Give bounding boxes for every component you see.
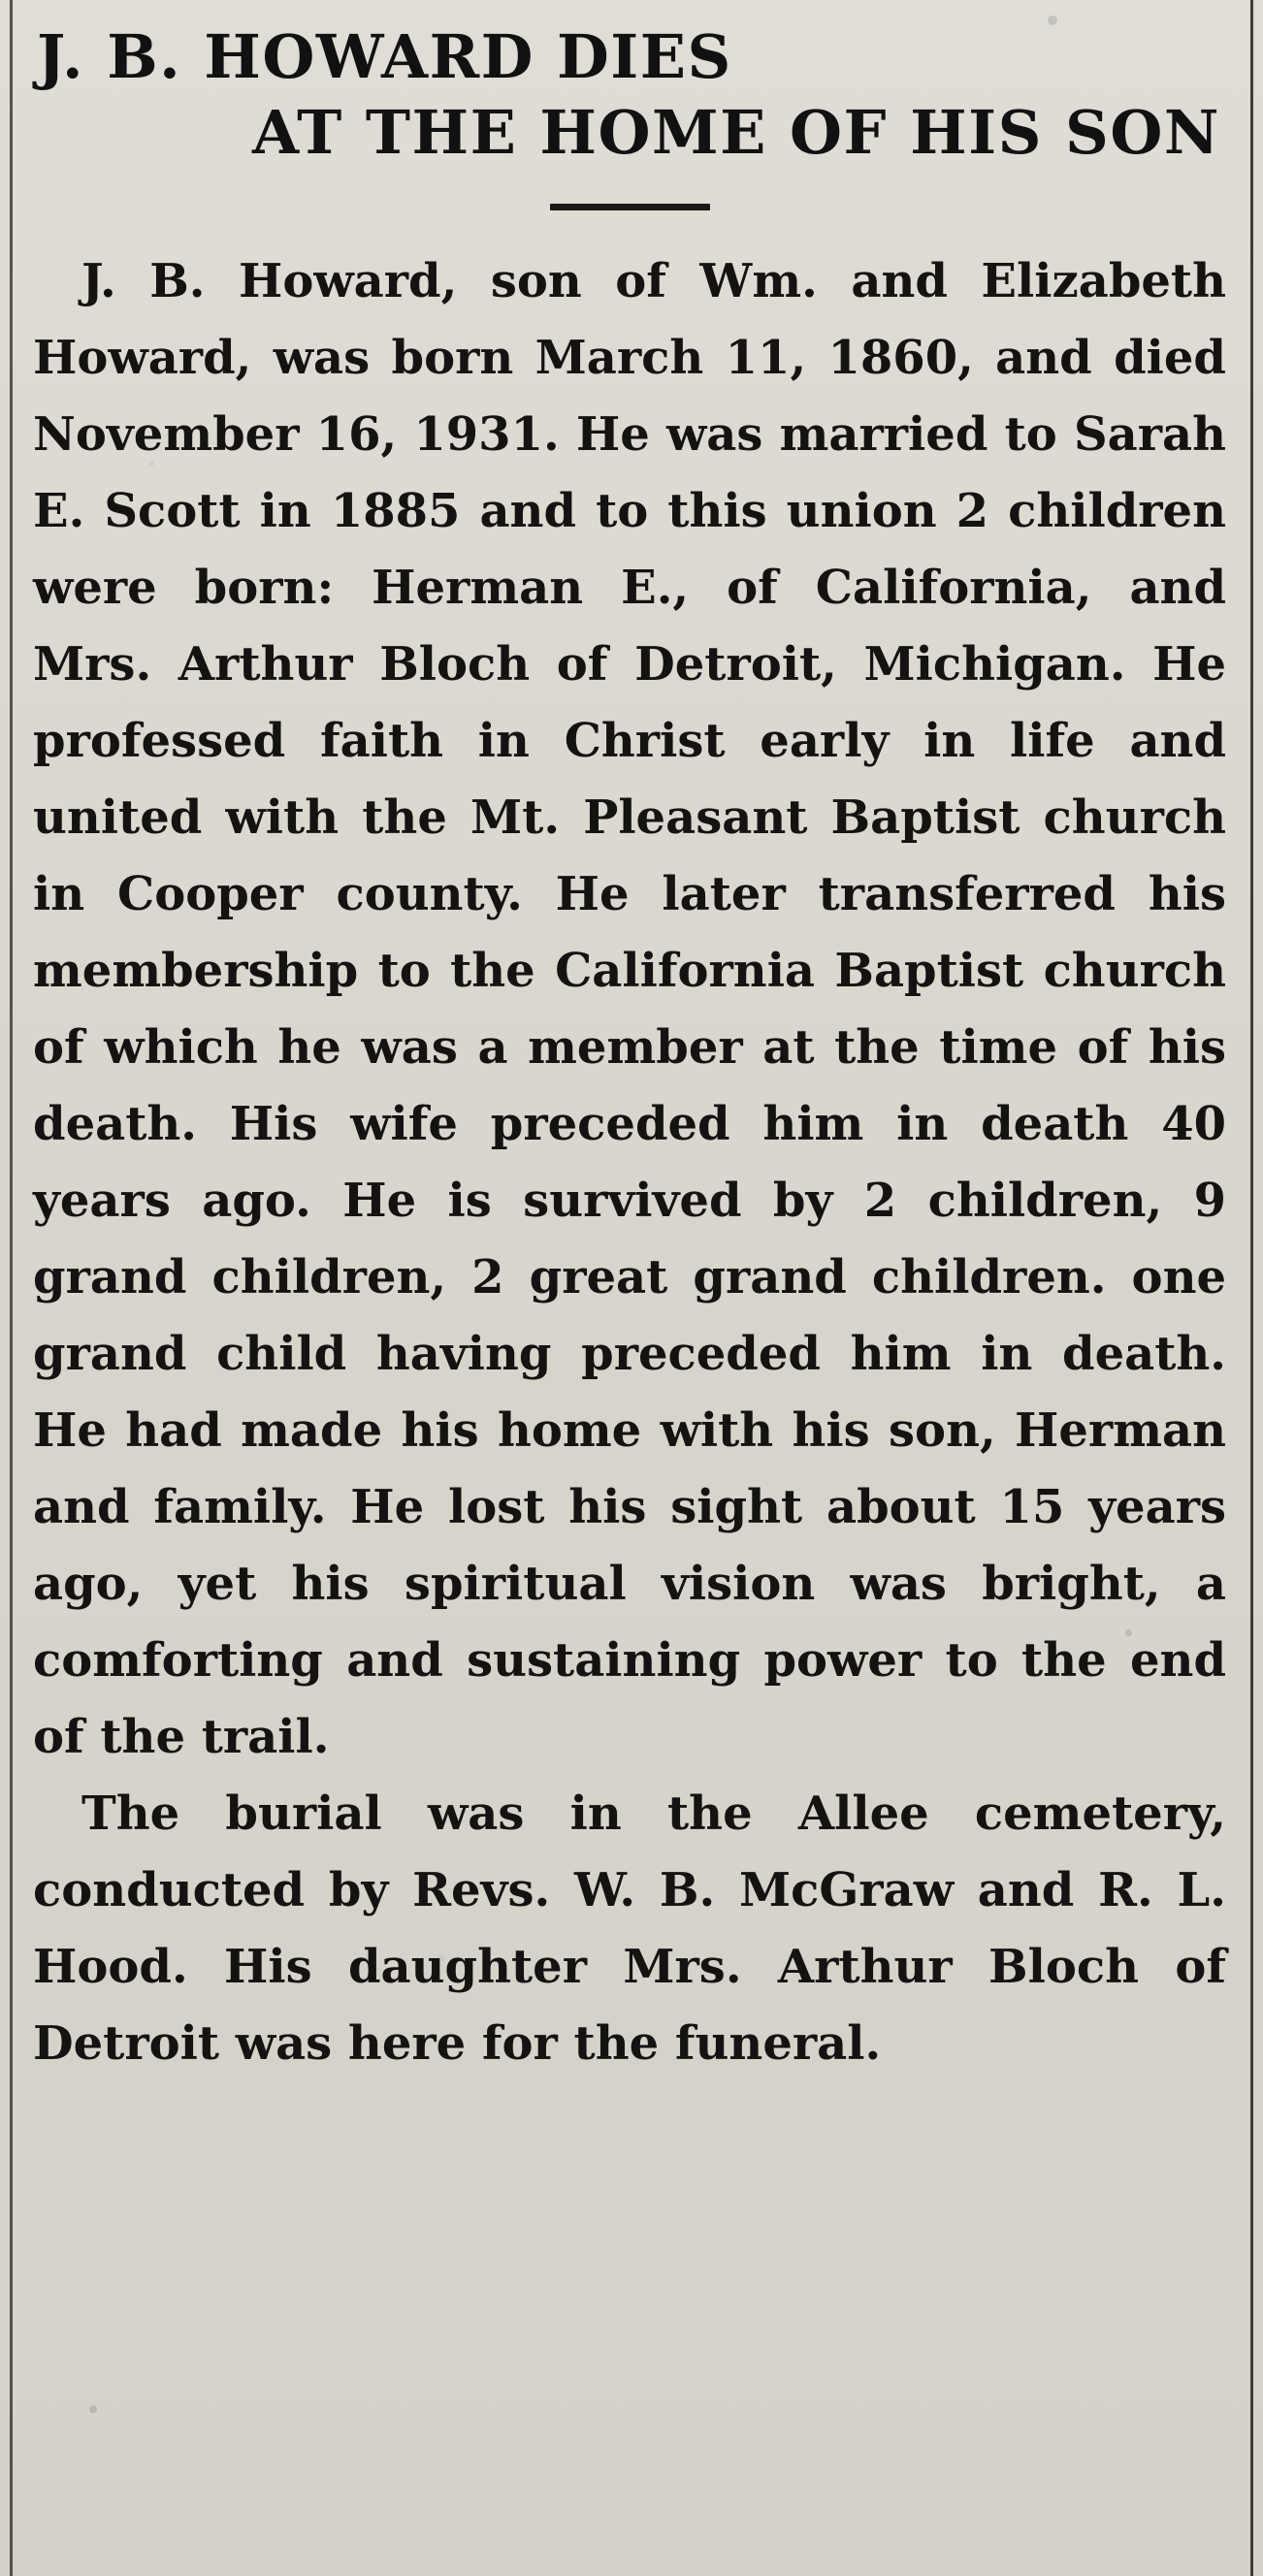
article-paragraph-2: The burial was in the Allee cemetery, conducted by Revs. W. B. McGraw and R. L. Hood. His daughter Mrs. Arthur Bloch of Detroit was here for the funeral. bbox=[33, 1787, 1226, 2071]
headline-line-2: AT THE HOME OF HIS SON bbox=[251, 97, 1220, 168]
obituary-article bbox=[33, 21, 1226, 2082]
headline-line-1: J. B. HOWARD DIES bbox=[37, 21, 732, 92]
right-column-rule bbox=[1250, 0, 1253, 2576]
headline-divider bbox=[550, 204, 710, 210]
article-paragraph-1: J. B. Howard, son of Wm. and Elizabeth Howard, was born March 11, 1860, and died November 16, 1931. He was married to Sarah E. Scott in 1885 and to this union 2 children were born: Herman E., of California, and Mrs. Arthur Bloch of Detroit, Michigan. He professed faith in Christ early in life and united with the Mt. Pleasant Baptist church in Cooper county. He later transferred his membership to the California Baptist church of which he was a member at the time of his death. His wife preceded him in death 40 years ago. He is survived by 2 children, 9 grand children, 2 great grand children. one grand child having preceded him in death. He had made his home with his son, Herman and family. He lost his sight about 15 years ago, yet his spiritual vision was bright, a comforting and sustaining power to the end of the trail. bbox=[33, 254, 1226, 1764]
print-speck bbox=[89, 2405, 97, 2413]
left-column-rule bbox=[10, 0, 13, 2576]
print-speck bbox=[1048, 16, 1057, 25]
article-body bbox=[33, 243, 1226, 2082]
